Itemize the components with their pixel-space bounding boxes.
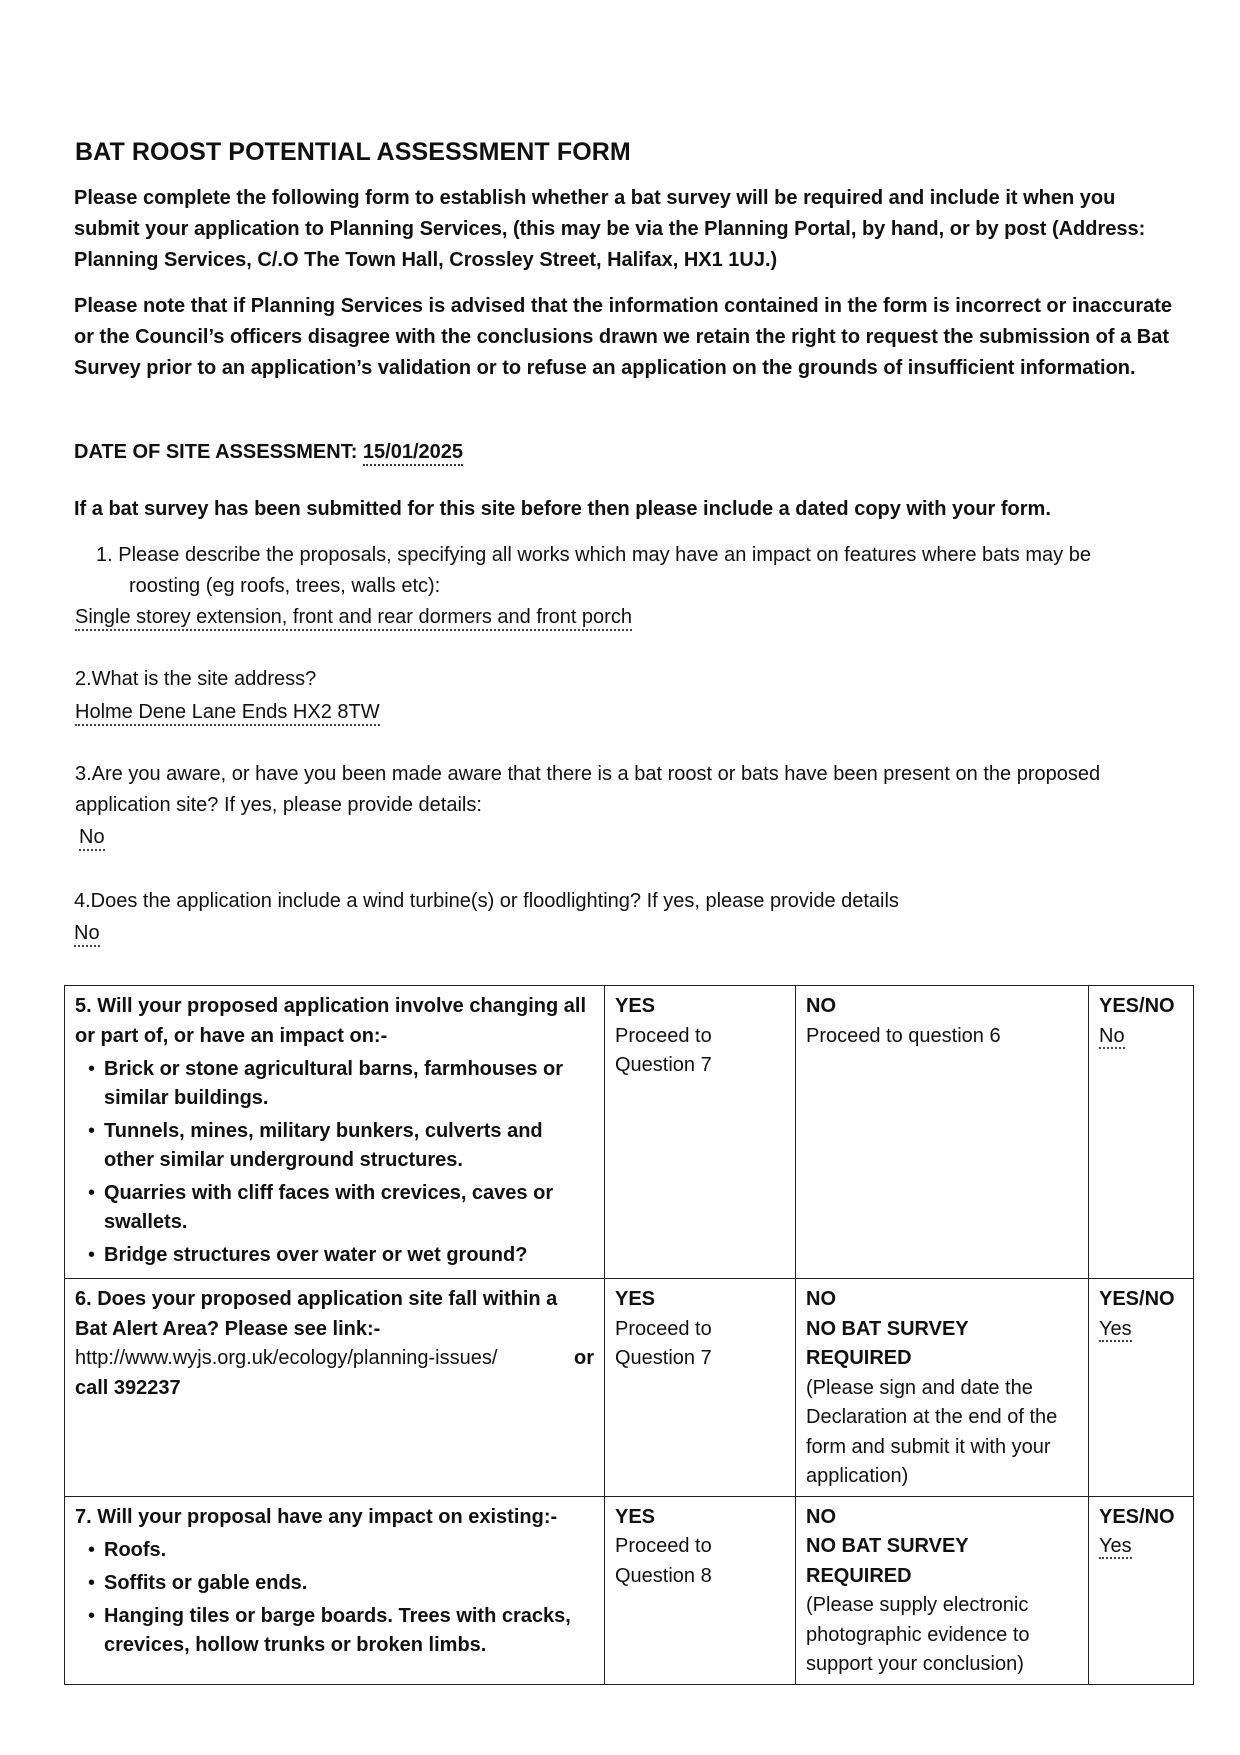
no-survey-required: NO BAT SURVEY REQUIRED — [806, 1535, 969, 1587]
no-heading: NO — [806, 1288, 836, 1310]
date-label: DATE OF SITE ASSESSMENT: — [74, 441, 358, 463]
yes-heading: YES — [615, 995, 656, 1017]
no-instruction: Proceed to question 6 — [806, 1024, 1001, 1047]
previous-survey-note: If a bat survey has been submitted for this site before then please include a dated copy with your form. — [74, 498, 1051, 520]
yes-no-cell — [1089, 1496, 1194, 1684]
yes-cell — [605, 1279, 796, 1497]
question-7-cell — [65, 1496, 605, 1684]
yes-no-heading: YES/NO — [1099, 1288, 1175, 1310]
yes-no-heading: YES/NO — [1099, 995, 1175, 1017]
yes-heading: YES — [615, 1505, 656, 1528]
question-1-line-1: 1. Please describe the proposals, specifying all works which may have an impact on features where bats may be — [96, 544, 1091, 566]
no-instruction: (Please supply electronic photographic evidence to support your conclusion) — [806, 1594, 1030, 1675]
no-cell — [796, 1496, 1089, 1684]
no-heading: NO — [806, 1505, 836, 1528]
note-paragraph: Please note that if Planning Services is advised that the information contained in the form is incorrect or inaccurate or the Council’s officers disagree with the conclusions drawn we retain the right to request the submission of a Bat Survey prior to an application’s validation or to refuse an application on the grounds of insufficient information. — [74, 295, 1173, 379]
yes-instruction: Proceed to Question 8 — [615, 1535, 712, 1587]
question-6-text: 6. Does your proposed application site fall within a Bat Alert Area? Please see link:- — [75, 1288, 558, 1340]
list-item: • Soffits or gable ends. — [75, 1569, 594, 1598]
question-5-text: 5. Will your proposed application involve changing all or part of, or have an impact on:- — [75, 995, 587, 1047]
table-row — [65, 1279, 1194, 1497]
yes-no-cell — [1089, 1279, 1194, 1497]
question-5-answer[interactable]: No — [1099, 1024, 1125, 1047]
question-4-text: 4.Does the application include a wind turbine(s) or floodlighting? If yes, please provide details — [74, 890, 899, 912]
intro-paragraph: Please complete the following form to establish whether a bat survey will be required and include it when you submit your application to Planning Services, (this may be via the Planning Portal, by hand, or by post (Address: Planning Services, C/.O The Town Hall, Crossley Street, Halifax, HX1 1UJ.) — [74, 187, 1146, 271]
question-5-bullets — [75, 1055, 594, 1270]
question-7-bullets — [75, 1536, 594, 1660]
question-4-answer[interactable]: No — [74, 921, 100, 947]
list-item: • Roofs. — [75, 1536, 594, 1565]
question-6-cell — [65, 1279, 605, 1497]
list-item: • Brick or stone agricultural barns, farmhouses or similar buildings. — [75, 1055, 594, 1113]
question-2-answer[interactable]: Holme Dene Lane Ends HX2 8TW — [75, 700, 380, 726]
question-2-text: 2.What is the site address? — [75, 668, 317, 690]
yes-cell — [605, 986, 796, 1279]
link-or-text: or — [574, 1347, 594, 1369]
form-title: BAT ROOST POTENTIAL ASSESSMENT FORM — [75, 138, 631, 166]
question-3-line-2: application site? If yes, please provide details: — [75, 794, 482, 816]
question-6-answer[interactable]: Yes — [1099, 1317, 1132, 1340]
yes-cell — [605, 1496, 796, 1684]
yes-instruction: Proceed to Question 7 — [615, 1024, 712, 1076]
question-7-answer[interactable]: Yes — [1099, 1535, 1132, 1557]
question-3-answer[interactable]: No — [79, 825, 105, 851]
yes-heading: YES — [615, 1288, 656, 1310]
yes-instruction: Proceed to Question 7 — [615, 1317, 712, 1369]
list-item: • Quarries with cliff faces with crevices, caves or swallets. — [75, 1179, 594, 1237]
no-instruction: (Please sign and date the Declaration at the end of the form and submit it with your application) — [806, 1376, 1058, 1487]
question-1-line-2: roosting (eg roofs, trees, walls etc): — [129, 575, 441, 597]
questions-table — [64, 985, 1194, 1685]
question-5-cell — [65, 986, 605, 1279]
list-item: • Hanging tiles or barge boards. Trees with cracks, crevices, hollow trunks or broken limbs. — [75, 1602, 594, 1660]
no-cell — [796, 986, 1089, 1279]
table-row — [65, 1496, 1194, 1684]
yes-no-heading: YES/NO — [1099, 1505, 1175, 1528]
no-cell — [796, 1279, 1089, 1497]
question-3-line-1: 3.Are you aware, or have you been made aware that there is a bat roost or bats have been present on the proposed — [75, 763, 1101, 785]
call-number: call 392237 — [75, 1376, 181, 1399]
list-item: • Bridge structures over water or wet ground? — [75, 1241, 594, 1270]
question-1-answer[interactable]: Single storey extension, front and rear dormers and front porch — [75, 605, 632, 631]
date-of-assessment — [74, 441, 463, 464]
no-heading: NO — [806, 995, 836, 1017]
yes-no-cell — [1089, 986, 1194, 1279]
question-6-link-row — [75, 1344, 594, 1374]
question-7-text: 7. Will your proposal have any impact on existing:- — [75, 1505, 558, 1528]
table-row — [65, 986, 1194, 1279]
bat-alert-link[interactable]: http://www.wyjs.org.uk/ecology/planning-issues/ — [75, 1347, 498, 1369]
list-item: • Tunnels, mines, military bunkers, culverts and other similar underground structures. — [75, 1117, 594, 1175]
date-value[interactable]: 15/01/2025 — [363, 441, 463, 466]
no-survey-required: NO BAT SURVEY REQUIRED — [806, 1317, 969, 1369]
